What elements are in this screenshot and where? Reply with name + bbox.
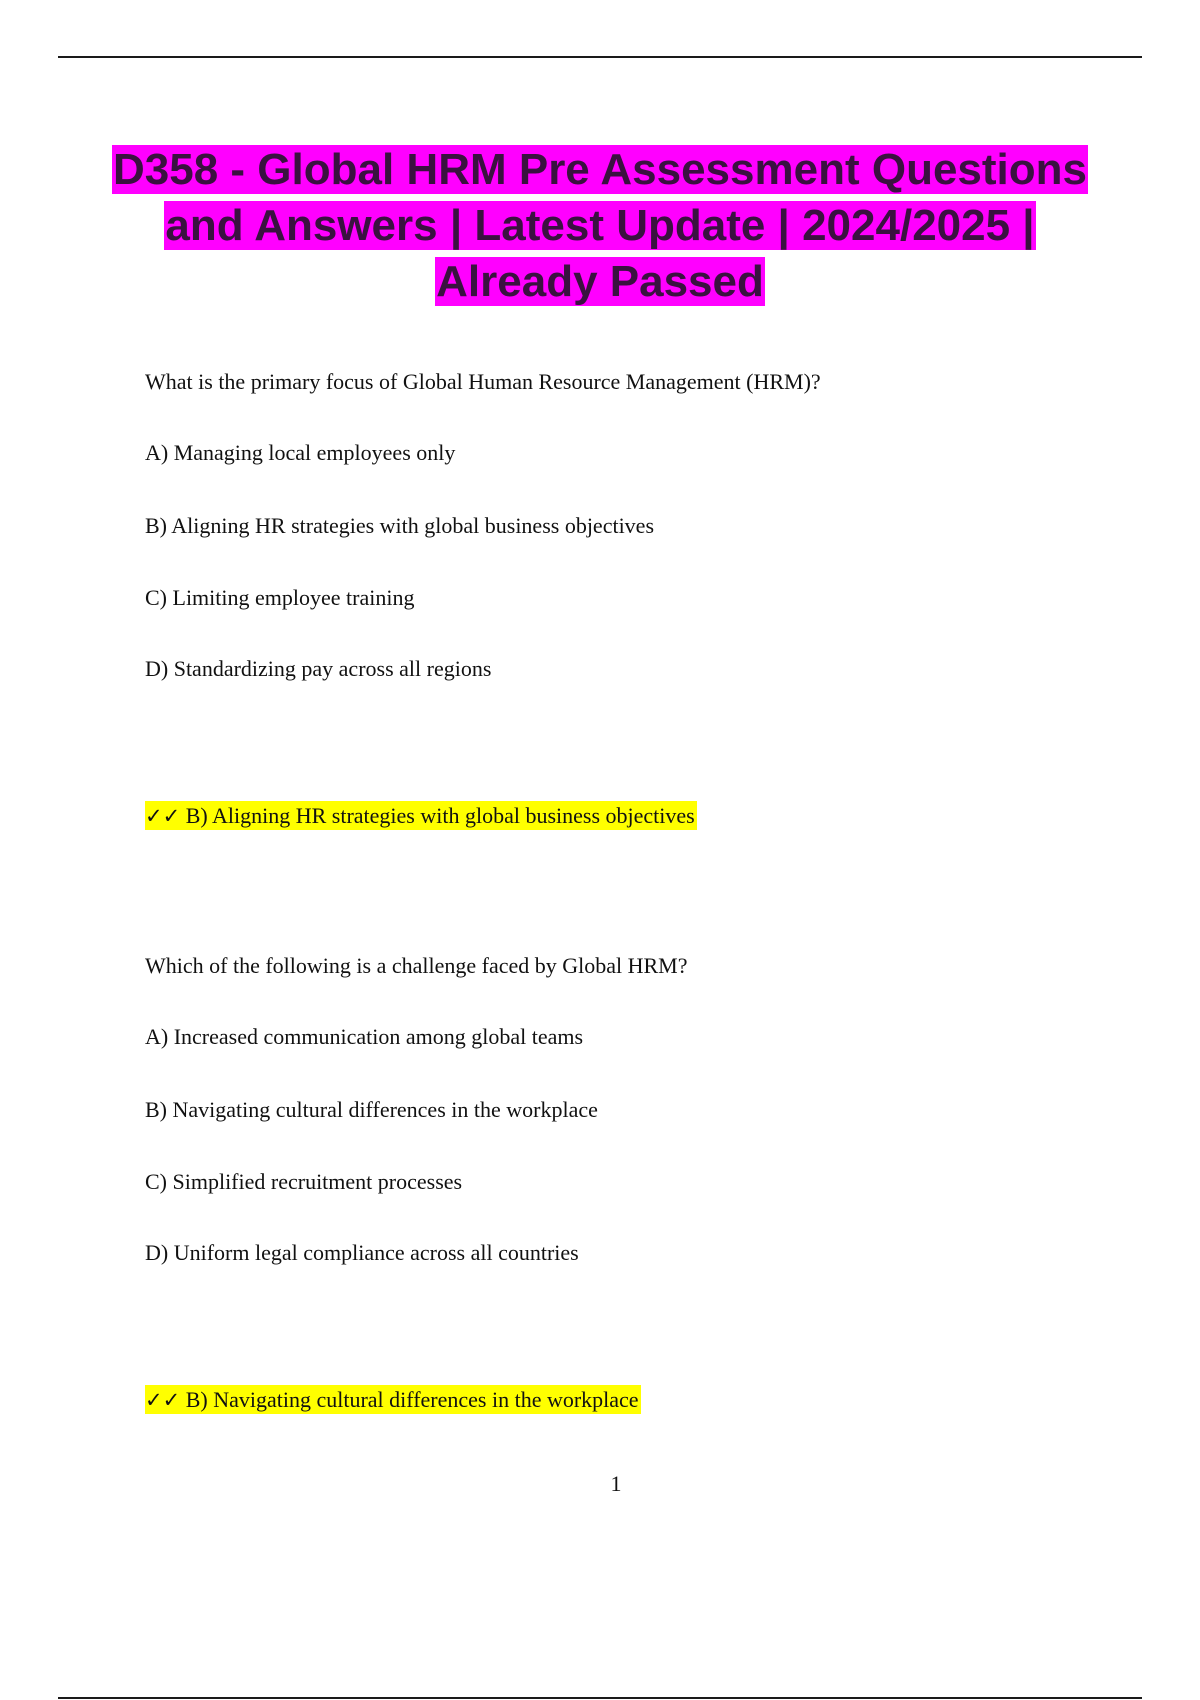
document-title-text: D358 - Global HRM Pre Assessment Questions and Answers | Latest Update | 2024/2025 | Already Passed <box>113 145 1087 306</box>
question-2-text: Which of the following is a challenge faced by Global HRM? <box>145 953 688 978</box>
answer-highlight <box>145 801 697 830</box>
question-2-option-d: D) Uniform legal compliance across all countries <box>145 1240 579 1265</box>
top-rule <box>58 56 1142 58</box>
question-1-option-c: C) Limiting employee training <box>145 585 415 610</box>
page-number: 1 <box>610 1471 622 1496</box>
question-2-option-c: C) Simplified recruitment processes <box>145 1169 463 1194</box>
question-1-answer <box>145 802 697 830</box>
bottom-rule <box>58 1697 1142 1699</box>
double-check-icon: ✓✓ <box>145 804 181 828</box>
question-1-option-d: D) Standardizing pay across all regions <box>145 656 492 681</box>
question-2-answer <box>145 1386 641 1414</box>
question-1-option-a: A) Managing local employees only <box>145 440 456 465</box>
question-2-option-b: B) Navigating cultural differences in the workplace <box>145 1097 598 1122</box>
document-title <box>100 142 1100 310</box>
answer-highlight <box>145 1385 641 1414</box>
question-1-option-b: B) Aligning HR strategies with global business objectives <box>145 513 655 538</box>
question-2-answer-text: B) Navigating cultural differences in the workplace <box>185 1387 639 1412</box>
question-2-option-a: A) Increased communication among global teams <box>145 1024 584 1049</box>
question-1-answer-text: B) Aligning HR strategies with global business objectives <box>185 803 695 828</box>
double-check-icon: ✓✓ <box>145 1388 181 1412</box>
question-1-text: What is the primary focus of Global Human Resource Management (HRM)? <box>145 369 821 394</box>
